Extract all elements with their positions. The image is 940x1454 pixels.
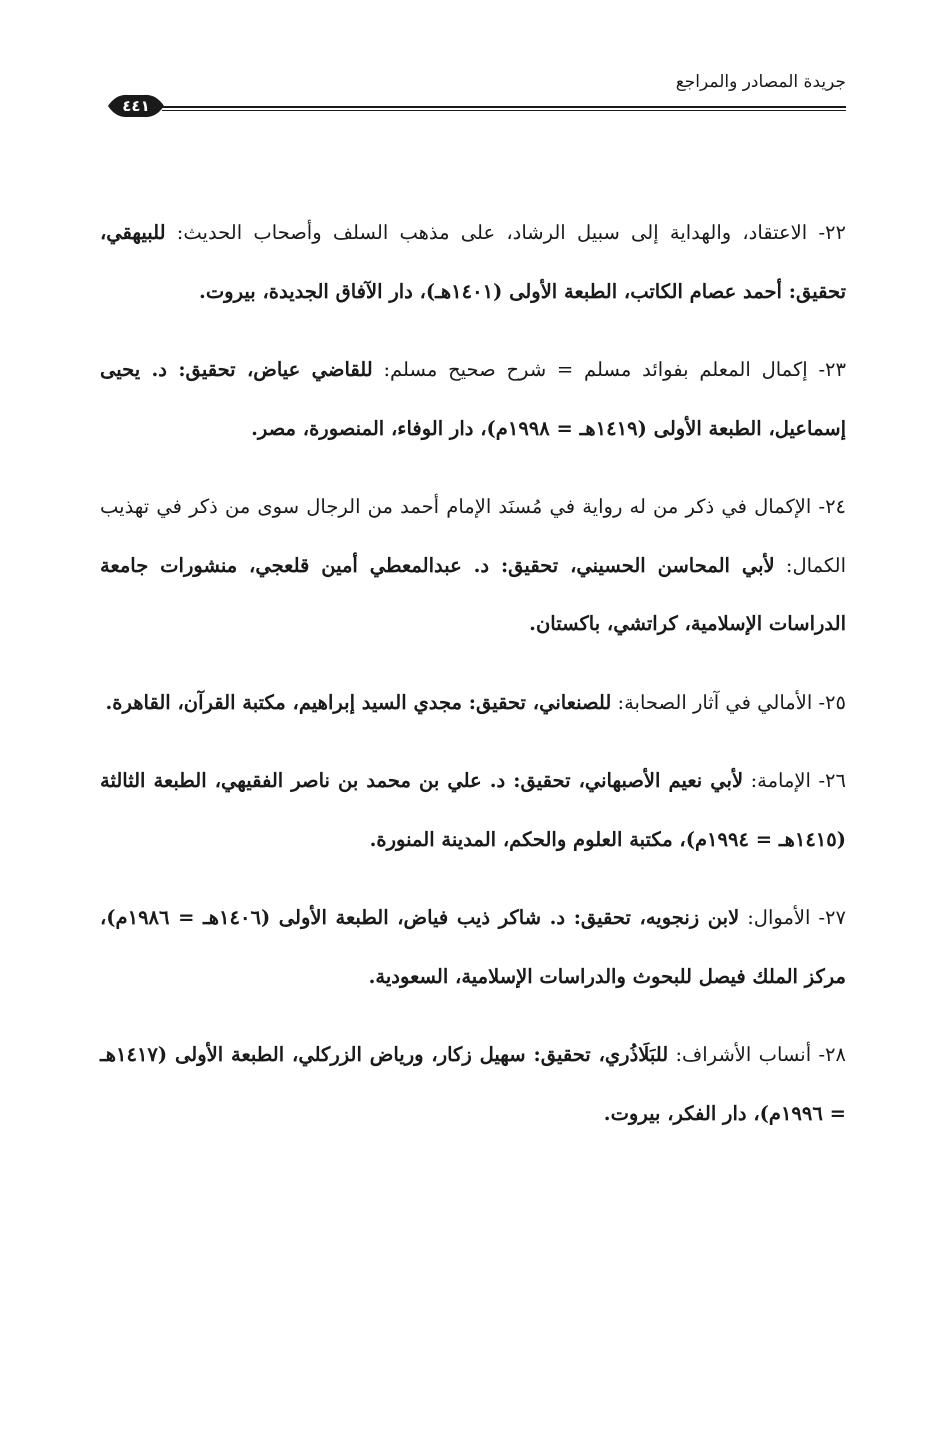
entry-author: للبَلَاذُري، تحقيق: سهيل زكار، ورياض الزركلي،: [292, 1043, 669, 1066]
entry-details: الطبعة الأولى (١٤٠١هـ)، دار الآفاق الجديدة، بيروت.: [199, 279, 624, 303]
entry-details: الطبعة الأولى (١٤١٧هـ = ١٩٩٦م)، دار الفكر، بيروت.: [100, 1043, 846, 1125]
page-number-badge: [106, 93, 166, 119]
page-header: [100, 70, 846, 120]
entry-title: إكمال المعلم بفوائد مسلم = شرح صحيح مسلم:: [372, 358, 808, 381]
entry-author: لأبي المحاسن الحسيني، تحقيق: د. عبدالمعطي أمين قلعجي،: [249, 553, 775, 577]
entry-title: الأموال:: [739, 906, 811, 929]
entry-number: ٢٢-: [807, 221, 846, 244]
bibliography-entry: [100, 204, 846, 321]
entry-number: ٢٨-: [811, 1043, 846, 1066]
entry-details: مكتبة القرآن، القاهرة.: [105, 690, 293, 714]
entry-author: للقاضي عياض، تحقيق: د. يحيى إسماعيل،: [100, 358, 846, 440]
header-rule-thick: [162, 106, 846, 108]
entry-number: ٢٥-: [812, 690, 846, 714]
entry-details: منشورات جامعة الدراسات الإسلامية، كراتشي، باكستان.: [100, 553, 846, 635]
bibliography-entry: [100, 478, 846, 654]
entry-details: الطبعة الأولى (١٤٠٦هـ = ١٩٨٦م)، مركز الملك فيصل للبحوث والدراسات الإسلامية، السعودية.: [100, 906, 846, 988]
entry-author: لابن زنجويه، تحقيق: د. شاكر ذيب فياض،: [397, 906, 740, 929]
bibliography-entry: [100, 341, 846, 458]
header-rule-thin: [162, 110, 846, 111]
entry-details: الطبعة الثالثة (١٤١٥هـ = ١٩٩٤م)، مكتبة العلوم والحكم، المدينة المنورة.: [100, 769, 846, 851]
entry-details: الطبعة الأولى (١٤١٩هـ = ١٩٩٨م)، دار الوفاء، المنصورة، مصر.: [251, 416, 769, 440]
entry-title: أنساب الأشراف:: [668, 1043, 812, 1066]
bibliography-entry: [100, 889, 846, 1006]
bibliography-entry: [100, 1026, 846, 1143]
entry-title: الاعتقاد، والهداية إلى سبيل الرشاد، على مذهب السلف وأصحاب الحديث:: [165, 221, 808, 244]
page-number: ٤٤١: [122, 97, 150, 115]
entry-number: ٢٦-: [810, 769, 846, 792]
entry-author: للبيهقي، تحقيق: أحمد عصام الكاتب،: [100, 221, 846, 303]
entry-title: الإمامة:: [743, 769, 811, 792]
entry-title: الإكمال في ذكر من له رواية في مُسنَد الإمام أحمد من الرجال سوى من ذكر في تهذيب الكمال:: [100, 495, 846, 577]
bibliography-entry: [100, 674, 846, 733]
entry-author: للصنعاني، تحقيق: مجدي السيد إبراهيم،: [292, 690, 612, 714]
entry-number: ٢٣-: [807, 358, 846, 381]
entry-title: الأمالي في آثار الصحابة:: [611, 690, 813, 714]
entry-author: لأبي نعيم الأصبهاني، تحقيق: د. علي بن محمد بن ناصر الفقيهي،: [214, 769, 744, 792]
bibliography-list: [100, 204, 846, 1163]
bibliography-entry: [100, 752, 846, 869]
entry-number: ٢٤-: [811, 495, 847, 518]
entry-number: ٢٧-: [810, 906, 846, 929]
running-title: جريدة المصادر والمراجع: [675, 72, 846, 92]
